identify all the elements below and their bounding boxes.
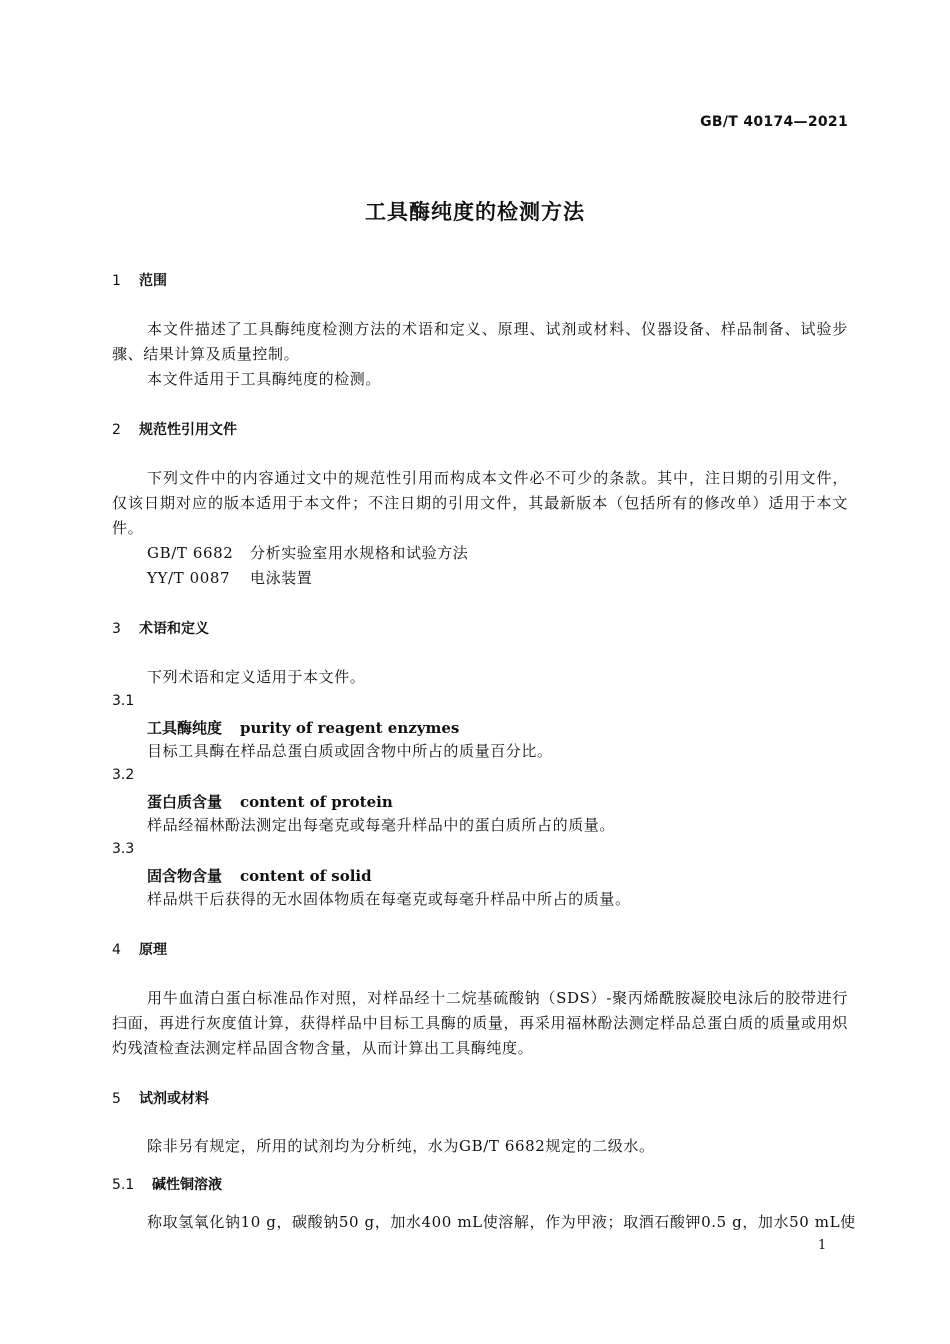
section-title: 范围 [139,273,167,289]
subsection-5-1-heading [112,1174,222,1194]
term-heading [147,717,459,738]
term-definition: 样品经福林酚法测定出每毫克或每毫升样品中的蛋白质所占的质量。 [147,816,616,834]
reference-title: 电泳装置 [250,569,313,587]
term-number: 3.3 [112,841,135,857]
section-number: 1 [112,273,121,289]
reference-item [147,541,468,566]
section-5-heading [112,1088,209,1108]
term-number: 3.2 [112,767,135,783]
term-zh: 工具酶纯度 [147,719,223,737]
subsection-number: 5.1 [112,1177,135,1193]
document-title: 工具酶纯度的检测方法 [365,200,585,224]
subsection-title: 碱性铜溶液 [152,1177,222,1193]
term-definition: 目标工具酶在样品总蛋白质或固含物中所占的质量百分比。 [147,742,553,760]
section-number: 5 [112,1091,121,1107]
reference-code: YY/T 0087 [147,569,231,587]
reference-code: GB/T 6682 [147,544,234,562]
term-heading [147,791,393,812]
section-number: 2 [112,422,121,438]
section-3-intro: 下列术语和定义适用于本文件。 [147,668,366,686]
section-1-paragraph-1: 本文件描述了工具酶纯度检测方法的术语和定义、原理、试剂或材料、仪器设备、样品制备、试验步骤、结果计算及质量控制。 [112,320,848,363]
subsection-5-1-paragraph: 称取氢氧化钠10 g，碳酸钠50 g，加水400 mL使溶解，作为甲液；取酒石酸钾0.5 g，加水50 mL使 [147,1213,856,1231]
term-en: purity of reagent enzymes [240,719,460,737]
section-1-paragraph-2: 本文件适用于工具酶纯度的检测。 [147,370,382,388]
term-en: content of protein [240,793,393,811]
section-2-heading [112,419,237,439]
section-title: 原理 [139,942,167,958]
term-heading [147,865,372,886]
section-5-paragraph: 除非另有规定，所用的试剂均为分析纯，水为GB/T 6682规定的二级水。 [147,1137,655,1155]
section-4-paragraph: 用牛血清白蛋白标准品作对照，对样品经十二烷基硫酸钠（SDS）-聚丙烯酰胺凝胶电泳后的胶带进行扫面，再进行灰度值计算，获得样品中目标工具酶的质量，再采用福林酚法测定样品总蛋白质的质量或用炽灼残渣检查法测定样品固含物含量，从而计算出工具酶纯度。 [112,989,848,1057]
section-3-heading [112,618,209,638]
term-en: content of solid [240,867,372,885]
page-number: 1 [818,1238,827,1253]
section-2-paragraph: 下列文件中的内容通过文中的规范性引用而构成本文件必不可少的条款。其中，注日期的引用文件，仅该日期对应的版本适用于本文件；不注日期的引用文件，其最新版本（包括所有的修改单）适用于本文件。 [112,469,848,537]
term-zh: 固含物含量 [147,867,223,885]
section-number: 4 [112,942,121,958]
reference-item [147,566,312,591]
reference-title: 分析实验室用水规格和试验方法 [250,544,469,562]
section-4-heading [112,939,167,959]
section-title: 术语和定义 [139,621,209,637]
term-definition: 样品烘干后获得的无水固体物质在每毫克或每毫升样品中所占的质量。 [147,890,631,908]
standard-number: GB/T 40174—2021 [700,114,848,130]
section-title: 规范性引用文件 [139,422,237,438]
term-zh: 蛋白质含量 [147,793,223,811]
term-number: 3.1 [112,693,135,709]
section-1-heading [112,270,167,290]
section-number: 3 [112,621,121,637]
section-title: 试剂或材料 [139,1091,209,1107]
